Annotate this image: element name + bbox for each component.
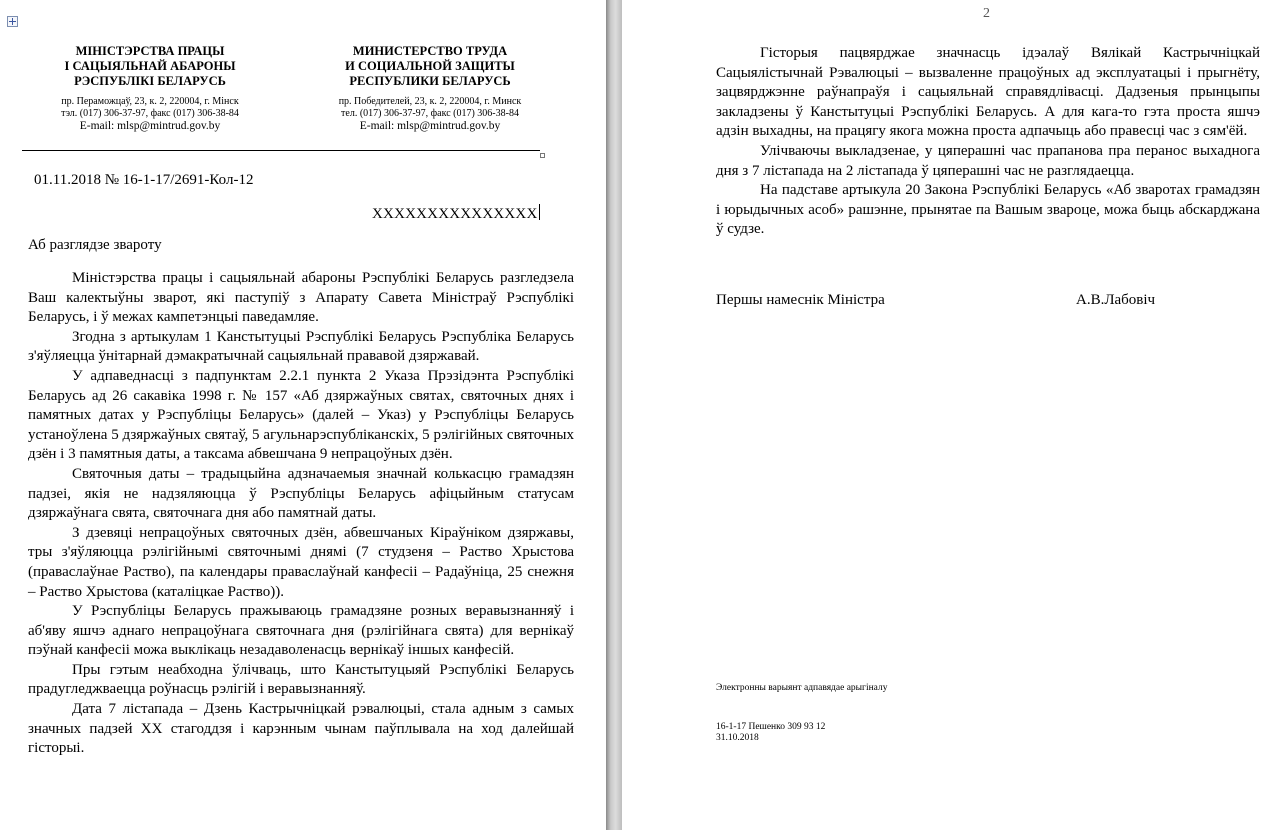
addressee-text: XXXXXXXXXXXXXXX (372, 206, 538, 222)
document-page-1 (0, 0, 606, 830)
letter-body-page-2 (716, 44, 1260, 240)
page-number: 2 (983, 6, 990, 21)
body-paragraph: Пры гэтым неабходна ўлічваць, што Канстытуцыяй Рэспублікі Беларусь прадугледжваецца роўнасць рэлігій і веравызнанняў. (28, 661, 574, 698)
body-paragraph: У адпаведнасці з падпунктам 2.2.1 пункта 2 Указа Прэзідэнта Рэспублікі Беларусь ад 26 сакавіка 1998 г. № 157 «Аб дзяржаўных святах, святочных днях і памятных датах у Рэспубліцы Беларусь» (далей – Указ) у Рэспубліцы Беларусь устаноўлена 5 дзяржаўных святаў, 5 агульнарэспубліканскіх, 5 рэлігійных святочных дзён і 3 памятныя даты, а таксама абвешчана 9 непрацоўных дзён. (28, 367, 574, 463)
signatory-title: Першы намеснік Міністра (716, 292, 885, 308)
header-divider (22, 150, 540, 151)
body-paragraph: З дзевяці непрацоўных святочных дзён, абвешчаных Кіраўніком дзяржавы, тры з'яўляюцца рэлігійнымі святочнымі днямі (7 студзеня – Раство Хрыстова (праваслаўнае Раство), па календары праваслаўнай канфесіі – Радаўніца, 25 снежня – Раство Хрыстова (каталіцкае Раство)). (28, 524, 574, 600)
addressee[interactable] (372, 204, 540, 223)
ministry-name-line: МІНІСТЭРСТВА ПРАЦЫ (75, 44, 225, 58)
ministry-email: E-mail: mlsp@mintrud.gov.by (359, 120, 501, 132)
ministry-address: пр. Пераможцаў, 23, к. 2, 220004, г. Мінск (61, 96, 239, 107)
body-paragraph: Улічваючы выкладзенае, у цяперашні час прапанова пра перанос выхаднога дня з 7 лістапада на 2 лістапада ў цяперашні час не разглядаецца. (716, 142, 1260, 179)
body-paragraph: Дата 7 лістапада – Дзень Кастрычніцкай рэвалюцыі, стала адным з самых значных падзей XX стагоддзя і карэнным чынам паўплывала на ход далейшай гісторыі. (28, 701, 574, 757)
text-cursor (539, 204, 540, 220)
executor-info (716, 722, 825, 744)
letter-body-page-1 (28, 269, 574, 759)
page-gutter (606, 0, 622, 830)
body-paragraph: Міністэрства працы і сацыяльнай абароны Рэспублікі Беларусь разгледзела Ваш калектыўны зварот, які паступіў з Апарату Савета Міністраў Рэспублікі Беларусь, і ў межах кампетэнцыі паведамляе. (28, 270, 574, 326)
ministry-header-russian (318, 44, 542, 133)
document-subject: Аб разглядзе звароту (28, 237, 162, 253)
signatory-name: А.В.Лабовіч (1076, 292, 1156, 308)
ministry-email: E-mail: mlsp@mintrud.gov.by (79, 120, 221, 132)
document-date-number: 01.11.2018 № 16-1-17/2691-Кол-12 (34, 172, 254, 188)
body-paragraph: Згодна з артыкулам 1 Канстытуцыі Рэспублікі Беларусь Рэспубліка Беларусь з'яўляецца ўнітарнай дэмакратычнай сацыяльнай прававой дзяржавай. (28, 328, 574, 365)
ministry-phone: тел. (017) 306-37-97, факс (017) 306-38-84 (341, 108, 519, 119)
ministry-name-line: РЭСПУБЛІКІ БЕЛАРУСЬ (74, 74, 226, 88)
body-paragraph: Святочныя даты – традыцыйна адзначаемыя значнай колькасцю грамадзян падзеі, якія не надзяляюцца ў Рэспубліцы Беларусь афіцыйным статусам дзяржаўнага свята, святочнага дня або памятнай даты. (28, 465, 574, 522)
table-move-handle-icon[interactable] (7, 16, 18, 27)
executor-date: 31.10.2018 (716, 733, 759, 743)
ministry-header-belarusian (40, 44, 260, 133)
ministry-phone: тэл. (017) 306-37-97, факс (017) 306-38-84 (61, 108, 239, 119)
body-paragraph: Гісторыя пацвярджае значнасць ідэалаў Вялікай Кастрычніцкай Сацыялістычнай Рэвалюцыі – вызваленне працоўных ад эксплуатацыі і прыгнёту, зацвярджэнне раўнапраўя і сацыяльнай справядлівасці. Дадзеныя прынцыпы закладзены ў Канстытуцыі Рэспублікі Беларусь. А для кага-то гэта проста яшчэ адзін выхадны, на працягу якога можна проста адпачыць або правесці час з сям'ёй. (716, 45, 1260, 140)
ministry-name-line: МИНИСТЕРСТВО ТРУДА (352, 44, 508, 58)
executor-line: 16-1-17 Пешенко 309 93 12 (716, 722, 826, 732)
electronic-copy-note: Электронны варыянт адпавядае арыгіналу (716, 683, 888, 693)
body-paragraph: На падставе артыкула 20 Закона Рэспублікі Беларусь «Аб зваротах грамадзян і юрыдычных асоб» рашэнне, прынятае па Вашым звароце, можа быць абскарджана ў судзе. (716, 182, 1260, 238)
ministry-name-line: РЕСПУБЛИКИ БЕЛАРУСЬ (349, 74, 511, 88)
ministry-name-line: И СОЦИАЛЬНОЙ ЗАЩИТЫ (345, 59, 515, 73)
body-paragraph: У Рэспубліцы Беларусь пражываюць грамадзяне розных веравызнанняў і аб'яву яшчэ аднаго непрацоўнага святочнага дня (рэлігійнага свята) для вернікаў пэўнай канфесіі можа выклікаць незадаволенасць вернікаў іншых канфесій. (28, 603, 574, 659)
ministry-name-line: І САЦЫЯЛЬНАЙ АБАРОНЫ (64, 59, 236, 73)
ministry-address: пр. Победителей, 23, к. 2, 220004, г. Минск (338, 96, 522, 107)
table-resize-handle-icon[interactable] (540, 153, 545, 158)
